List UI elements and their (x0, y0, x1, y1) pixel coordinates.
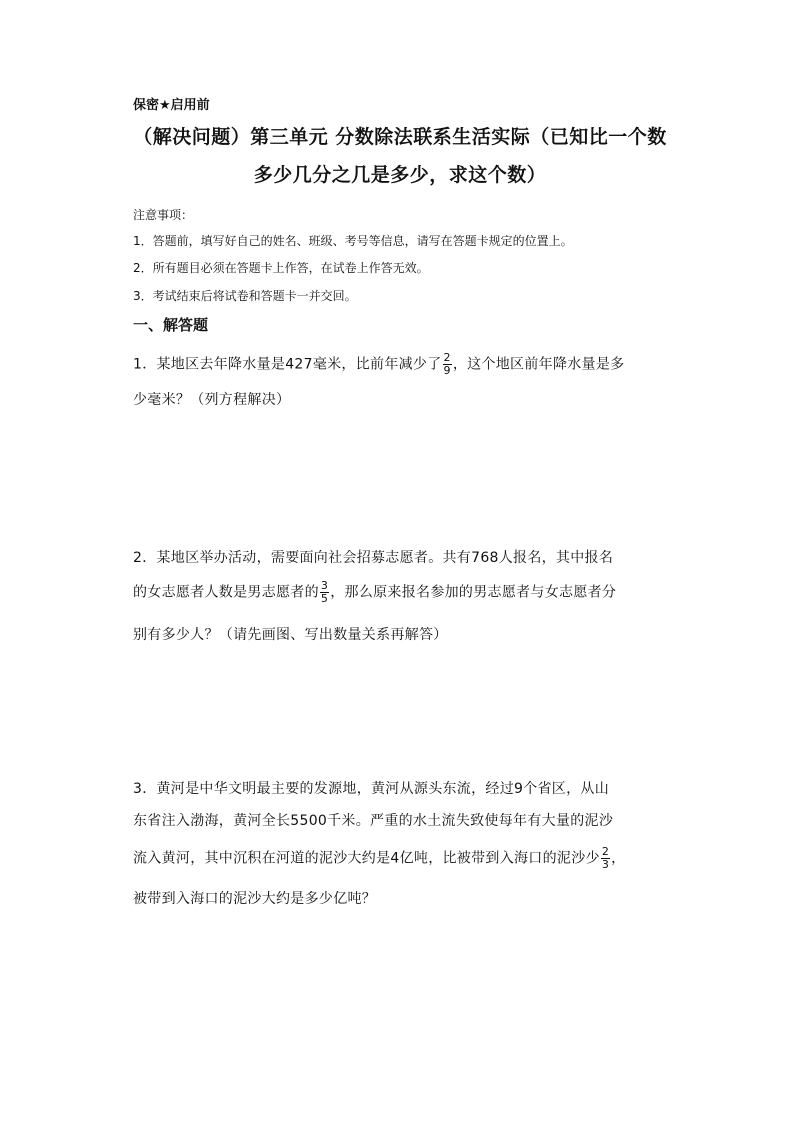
question-2-line-3: 别有多少人？（请先画图、写出数量关系再解答） (133, 627, 448, 643)
question-3-line-1: 3．黄河是中华文明最主要的发源地，黄河从源头东流，经过9个省区，从山 (133, 781, 610, 797)
page-title-line-2: 多少几分之几是多少，求这个数） (253, 164, 547, 186)
fraction-numerator: 3 (320, 579, 329, 592)
fraction-denominator: 3 (601, 858, 610, 871)
note-item: 1．答题前，填写好自己的姓名、班级、考号等信息，请写在答题卡规定的位置上。 (133, 234, 573, 248)
fraction (320, 580, 329, 605)
section-title: 一、解答题 (133, 316, 209, 334)
note-item: 3．考试结束后将试卷和答题卡一并交回。 (133, 289, 357, 303)
note-item: 2．所有题目必须在答题卡上作答，在试卷上作答无效。 (133, 261, 429, 275)
secret-label: 保密★启用前 (133, 98, 210, 113)
question-3-line-3 (133, 846, 625, 871)
question-3-line-2: 东省注入渤海，黄河全长5500千米。严重的水土流失致使每年有大量的泥沙 (133, 813, 614, 829)
question-3-line-4: 被带到入海口的泥沙大约是多少亿吨？ (133, 891, 377, 907)
question-2-text: ，那么原来报名参加的男志愿者与女志愿者分 (330, 584, 617, 601)
fraction (443, 352, 452, 377)
fraction-denominator: 9 (443, 364, 451, 377)
question-2-line-1: 2．某地区举办活动，需要面向社会招募志愿者。共有768人报名，其中报名 (133, 550, 614, 566)
fraction-numerator: 2 (601, 845, 610, 858)
question-1-line-2: 少毫米？（列方程解决） (133, 392, 291, 408)
question-3-text: 流入黄河，其中沉积在河道的泥沙大约是4亿吨，比被带到入海口的泥沙少 (133, 850, 600, 867)
notes-heading: 注意事项： (133, 208, 194, 222)
question-1-text: ，这个地区前年降水量是多 (452, 356, 625, 373)
question-1-line-1 (133, 352, 624, 377)
question-2-line-2 (133, 580, 616, 605)
question-1-text: 1．某地区去年降水量是427毫米，比前年减少了 (133, 356, 442, 373)
question-3-text: ， (611, 850, 626, 867)
fraction-numerator: 2 (443, 351, 451, 364)
fraction-denominator: 5 (320, 592, 329, 605)
question-2-text: 的女志愿者人数是男志愿者的 (133, 584, 319, 601)
page-title-line-1: （解决问题）第三单元 分数除法联系生活实际（已知比一个数 (133, 126, 667, 148)
fraction (601, 846, 610, 871)
